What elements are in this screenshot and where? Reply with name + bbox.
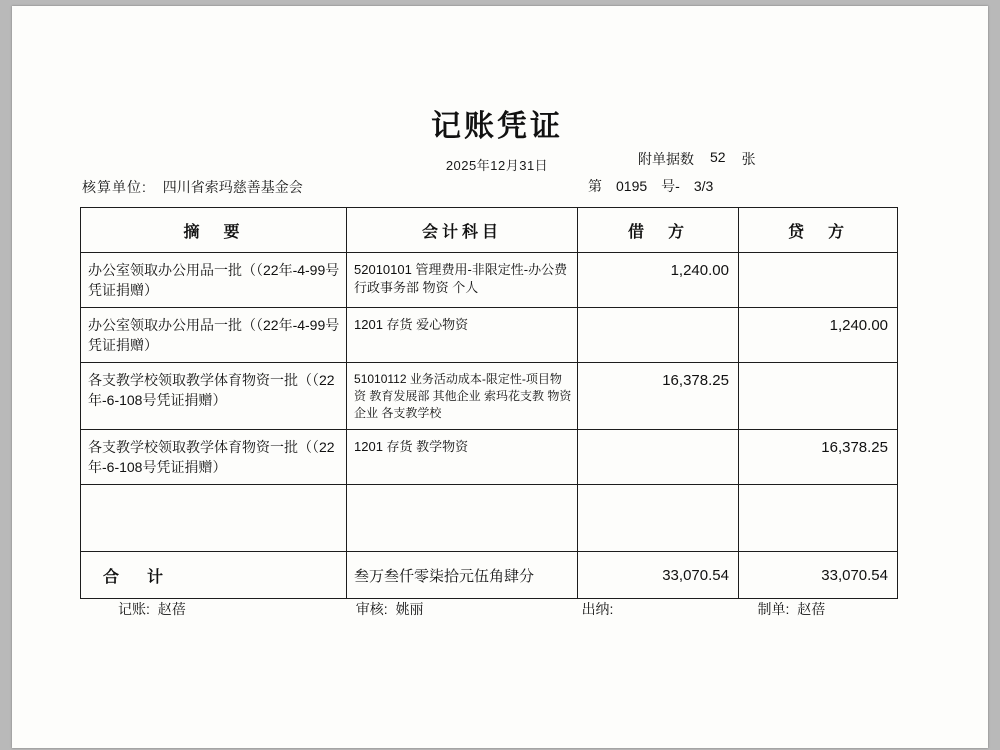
reviewer-field <box>356 599 424 619</box>
page-indicator: 3/3 <box>693 178 714 194</box>
cell-debit: 16,378.25 <box>577 363 738 430</box>
cell-subject: 1201 存货 教学物资 <box>347 430 578 485</box>
total-amount-in-words: 叁万叁仟零柒拾元伍角肆分 <box>347 552 578 599</box>
signature-row <box>80 599 898 619</box>
voucher-number-label: 第 <box>588 178 602 194</box>
voucher-date: 2025年12月31日 <box>445 158 549 173</box>
bookkeeper-name: 赵蓓 <box>157 601 186 617</box>
accounting-unit-label: 核算单位: <box>82 179 147 195</box>
table-header-row <box>81 208 898 253</box>
cell-abstract: 各支教学校领取教学体育物资一批（（22年-6-108号凭证捐赠） <box>81 430 347 485</box>
table-row <box>81 253 898 308</box>
table-row <box>81 363 898 430</box>
cell-abstract <box>81 485 347 552</box>
accounting-unit-value: 四川省索玛慈善基金会 <box>162 179 303 195</box>
accounting-unit <box>82 177 303 197</box>
cashier-field <box>582 599 618 619</box>
document-page <box>12 6 988 748</box>
cell-debit <box>577 430 738 485</box>
voucher-number-value: 0195 <box>616 178 648 194</box>
cell-abstract: 办公室领取办公用品一批（（22年-4-99号凭证捐赠） <box>81 253 347 308</box>
cell-debit <box>577 308 738 363</box>
voucher-table <box>80 207 898 599</box>
attachment-count: 52 <box>710 149 726 165</box>
cell-abstract: 各支教学校领取教学体育物资一批（（22年-6-108号凭证捐赠） <box>81 363 347 430</box>
page-title: 记账凭证 <box>431 109 563 144</box>
cell-credit <box>738 485 897 552</box>
cell-credit: 16,378.25 <box>738 430 897 485</box>
header-debit: 借 方 <box>577 208 738 253</box>
total-credit: 33,070.54 <box>738 552 897 599</box>
cell-debit: 1,240.00 <box>577 253 738 308</box>
voucher-sheet <box>72 101 922 617</box>
total-label: 合 计 <box>81 552 347 599</box>
preparer-field <box>757 599 825 619</box>
reviewer-name: 姚丽 <box>395 601 424 617</box>
table-total-row <box>81 552 898 599</box>
table-row <box>81 430 898 485</box>
cell-subject: 1201 存货 爱心物资 <box>347 308 578 363</box>
attachment-label: 附单据数 <box>638 151 694 167</box>
table-row <box>81 308 898 363</box>
cell-credit <box>738 253 897 308</box>
cell-credit: 1,240.00 <box>738 308 897 363</box>
header-abstract: 摘 要 <box>81 208 347 253</box>
cell-debit <box>577 485 738 552</box>
cell-abstract: 办公室领取办公用品一批（（22年-4-99号凭证捐赠） <box>81 308 347 363</box>
bookkeeper-field <box>118 599 186 619</box>
cell-subject <box>347 485 578 552</box>
cashier-label: 出纳: <box>581 601 614 617</box>
header-credit: 贷 方 <box>738 208 897 253</box>
bookkeeper-label: 记账: <box>118 601 150 617</box>
cell-credit <box>738 363 897 430</box>
total-debit: 33,070.54 <box>577 552 738 599</box>
cell-subject: 51010112 业务活动成本-限定性-项目物资 教育发展部 其他企业 索玛花支教 物资 企业 各支教学校 <box>347 363 578 430</box>
voucher-meta-right <box>580 149 910 196</box>
preparer-name: 赵蓓 <box>797 601 826 617</box>
preparer-label: 制单: <box>757 601 790 617</box>
header-subject: 会计科目 <box>347 208 578 253</box>
voucher-number-suffix: 号- <box>661 178 680 194</box>
attachment-unit: 张 <box>741 151 756 167</box>
reviewer-label: 审核: <box>355 601 388 617</box>
cell-subject: 52010101 管理费用-非限定性-办公费 行政事务部 物资 个人 <box>347 253 578 308</box>
table-row <box>81 485 898 552</box>
